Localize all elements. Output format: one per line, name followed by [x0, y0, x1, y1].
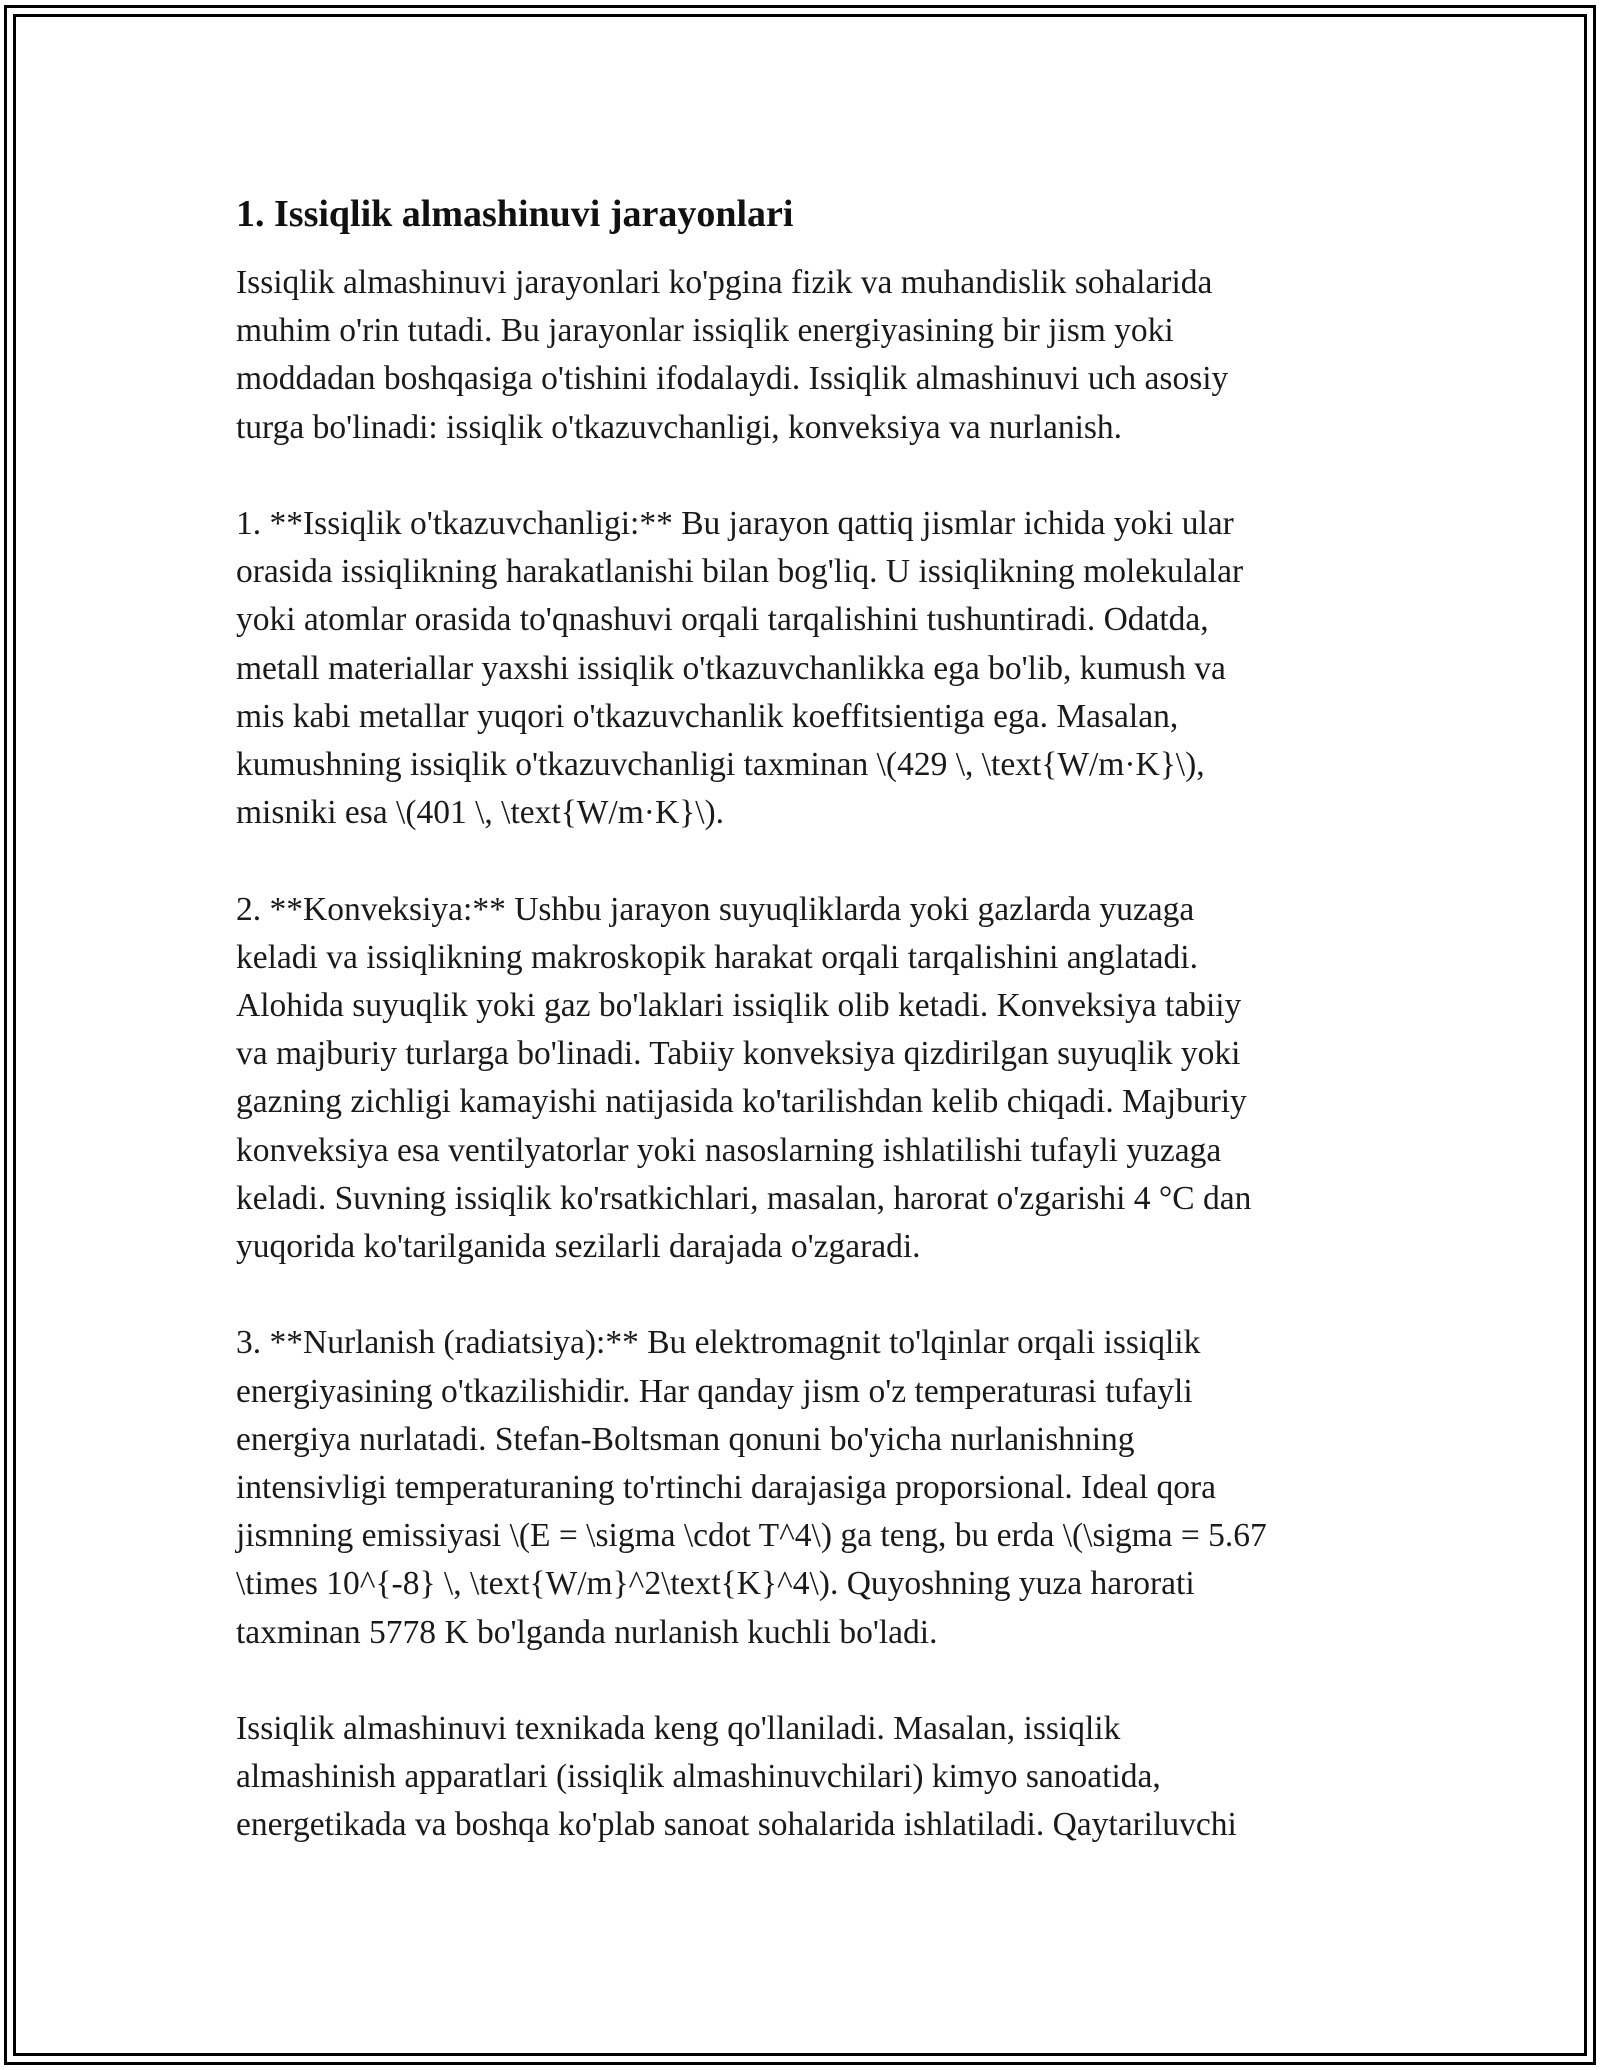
page-title: 1. Issiqlik almashinuvi jarayonlari [236, 193, 794, 235]
paragraph-conduction: 1. **Issiqlik o'tkazuvchanligi:** Bu jarayon qattiq jismlar ichida yoki ular orasida issiqlikning harakatlanishi bilan bog'liq. U issiqlikning molekulalar yoki atomlar orasida to'qnashuvi orqali tarqalishini tushuntiradi. Odatda, metall materiallar yaxshi issiqlik o'tkazuvchanlikka ega bo'lib, kumush va mis kabi metallar yuqori o'tkazuvchanlik koeffitsientiga ega. Masalan, kumushning issiqlik o'tkazuvchanligi taxminan \(429 \, \text{W/m·K}\), misniki esa \(401 \, \text{W/m·K}\). [236, 505, 1244, 832]
paragraph-intro: Issiqlik almashinuvi jarayonlari ko'pgina fizik va muhandislik sohalarida muhim o'rin tutadi. Bu jarayonlar issiqlik energiyasining bir jism yoki moddadan boshqasiga o'tishini ifodalaydi. Issiqlik almashinuvi uch asosiy turga bo'linadi: issiqlik o'tkazuvchanligi, konveksiya va nurlanish. [236, 264, 1229, 446]
paragraph-convection: 2. **Konveksiya:** Ushbu jarayon suyuqliklarda yoki gazlarda yuzaga keladi va issiqlikning makroskopik harakat orqali tarqalishini anglatadi. Alohida suyuqlik yoki gaz bo'laklari issiqlik olib ketadi. Konveksiya tabiiy va majburiy turlarga bo'linadi. Tabiiy konveksiya qizdirilgan suyuqlik yoki gazning zichligi kamayishi natijasida ko'tarilishdan kelib chiqadi. Majburiy konveksiya esa ventilyatorlar yoki nasoslarning ishlatilishi tufayli yuzaga keladi. Suvning issiqlik ko'rsatkichlari, masalan, harorat o'zgarishi 4 °C dan yuqorida ko'tarilganida sezilarli darajada o'zgaradi. [236, 890, 1252, 1266]
paragraph-radiation: 3. **Nurlanish (radiatsiya):** Bu elektromagnit to'lqinlar orqali issiqlik energiyasining o'tkazilishidir. Har qanday jism o'z temperaturasi tufayli energiya nurlatadi. Stefan-Boltsman qonuni bo'yicha nurlanishning intensivligi temperaturaning to'rtinchi darajasiga proporsional. Ideal qora jismning emissiyasi \(E = \sigma \cdot T^4\) ga teng, bu erda \(\sigma = 5.67 \times 10^{-8} \, \text{W/m}^2\text{K}^4\). Quyoshning yuza harorati taxminan 5778 K bo'lganda nurlanish kuchli bo'ladi. [236, 1324, 1267, 1651]
document-body [236, 188, 1366, 1850]
title-spacer [236, 240, 1366, 259]
paragraph-applications: Issiqlik almashinuvi texnikada keng qo'llaniladi. Masalan, issiqlik almashinish apparatlari (issiqlik almashinuvchilari) kimyo sanoatida, energetikada va boshqa ko'plab sanoat sohalarida ishlatiladi. Qaytariluvchi [236, 1710, 1237, 1844]
